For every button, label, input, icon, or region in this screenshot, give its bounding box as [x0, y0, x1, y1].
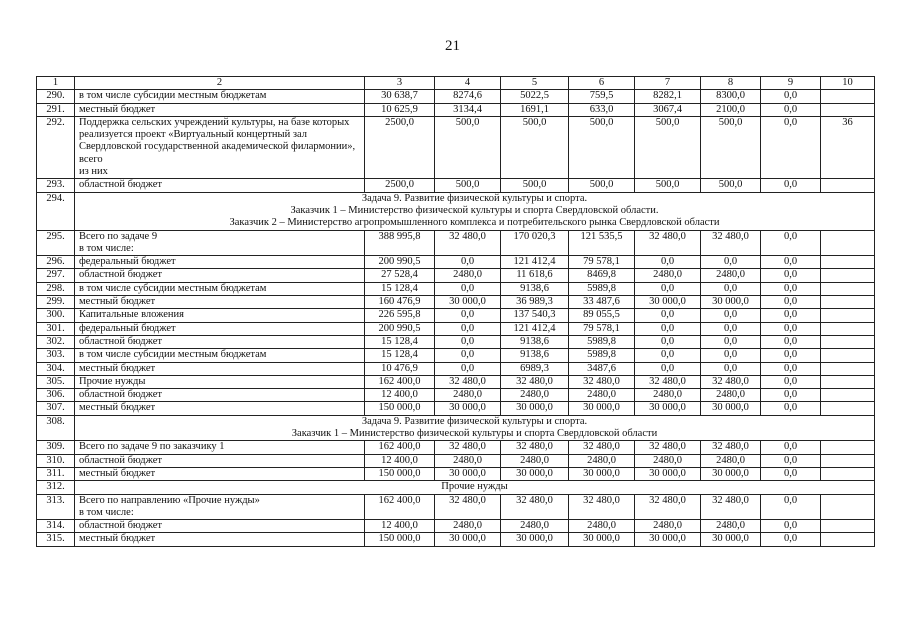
value-cell: 32 480,0	[701, 441, 761, 454]
value-cell: 0,0	[761, 179, 821, 192]
value-cell: 121 412,4	[501, 322, 569, 335]
value-cell: 0,0	[761, 90, 821, 103]
value-cell: 0,0	[761, 533, 821, 546]
row-number-cell: 295.	[37, 230, 75, 256]
table-row	[37, 389, 875, 402]
row-number-cell: 308.	[37, 415, 75, 441]
value-cell: 2480,0	[701, 389, 761, 402]
row-number-cell: 290.	[37, 90, 75, 103]
value-cell: 32 480,0	[569, 494, 635, 520]
value-cell: 2480,0	[435, 389, 501, 402]
value-cell: 0,0	[635, 282, 701, 295]
value-cell: 2480,0	[501, 454, 569, 467]
section-heading-row	[37, 192, 875, 230]
row-number-cell: 305.	[37, 375, 75, 388]
value-cell: 32 480,0	[569, 375, 635, 388]
value-cell: 0,0	[761, 494, 821, 520]
value-cell: 0,0	[761, 282, 821, 295]
column-number-row	[37, 77, 875, 90]
value-cell: 0,0	[761, 375, 821, 388]
value-cell	[821, 296, 875, 309]
section-heading-line: Задача 9. Развитие физической культуры и спорта.	[361, 415, 588, 427]
description-cell: федеральный бюджет	[75, 322, 365, 335]
value-cell: 0,0	[761, 256, 821, 269]
value-cell: 0,0	[635, 349, 701, 362]
value-cell: 5022,5	[501, 90, 569, 103]
value-cell	[821, 467, 875, 480]
value-cell: 30 000,0	[701, 296, 761, 309]
value-cell	[821, 362, 875, 375]
value-cell: 9138,6	[501, 282, 569, 295]
value-cell: 30 000,0	[435, 467, 501, 480]
value-cell: 2480,0	[701, 520, 761, 533]
section-heading-cell	[75, 415, 875, 441]
value-cell: 5989,8	[569, 282, 635, 295]
row-number-cell: 291.	[37, 103, 75, 116]
value-cell: 8300,0	[701, 90, 761, 103]
description-cell: Капитальные вложения	[75, 309, 365, 322]
section-heading-line: Прочие нужды	[441, 481, 508, 493]
value-cell: 36 989,3	[501, 296, 569, 309]
value-cell: 2480,0	[635, 454, 701, 467]
row-number-cell: 309.	[37, 441, 75, 454]
value-cell: 30 000,0	[635, 467, 701, 480]
value-cell: 500,0	[701, 116, 761, 178]
value-cell: 0,0	[701, 256, 761, 269]
description-line: в том числе:	[79, 506, 134, 518]
value-cell: 30 638,7	[365, 90, 435, 103]
value-cell: 2480,0	[435, 269, 501, 282]
section-heading-row	[37, 415, 875, 441]
value-cell: 30 000,0	[701, 467, 761, 480]
column-number-cell: 4	[435, 77, 501, 90]
row-number-cell: 315.	[37, 533, 75, 546]
row-number-cell: 297.	[37, 269, 75, 282]
table-row	[37, 116, 875, 178]
description-cell: Всего по задаче 9 по заказчику 1	[75, 441, 365, 454]
value-cell: 32 480,0	[435, 375, 501, 388]
budget-table	[36, 76, 875, 547]
table-row	[37, 256, 875, 269]
value-cell	[821, 269, 875, 282]
value-cell: 15 128,4	[365, 335, 435, 348]
row-number-cell: 294.	[37, 192, 75, 230]
value-cell: 0,0	[435, 362, 501, 375]
description-cell: областной бюджет	[75, 269, 365, 282]
value-cell: 388 995,8	[365, 230, 435, 256]
value-cell: 0,0	[701, 349, 761, 362]
value-cell: 30 000,0	[435, 533, 501, 546]
value-cell: 2500,0	[365, 179, 435, 192]
value-cell: 30 000,0	[635, 296, 701, 309]
value-cell: 500,0	[569, 116, 635, 178]
page-number: 21	[445, 38, 460, 54]
column-number-cell: 2	[75, 77, 365, 90]
description-cell: в том числе субсидии местным бюджетам	[75, 90, 365, 103]
value-cell: 32 480,0	[435, 441, 501, 454]
value-cell	[821, 389, 875, 402]
value-cell: 137 540,3	[501, 309, 569, 322]
column-number-cell: 9	[761, 77, 821, 90]
value-cell: 2480,0	[701, 269, 761, 282]
row-number-cell: 292.	[37, 116, 75, 178]
section-heading-row	[37, 481, 875, 494]
description-cell: областной бюджет	[75, 179, 365, 192]
value-cell: 0,0	[435, 282, 501, 295]
description-line: из них	[79, 166, 108, 178]
table-row	[37, 402, 875, 415]
value-cell: 2100,0	[701, 103, 761, 116]
description-cell	[75, 494, 365, 520]
value-cell: 2480,0	[569, 520, 635, 533]
value-cell	[821, 454, 875, 467]
value-cell: 0,0	[761, 103, 821, 116]
value-cell: 32 480,0	[701, 230, 761, 256]
value-cell: 3134,4	[435, 103, 501, 116]
value-cell: 0,0	[761, 454, 821, 467]
description-cell: областной бюджет	[75, 335, 365, 348]
value-cell: 200 990,5	[365, 256, 435, 269]
description-cell: областной бюджет	[75, 389, 365, 402]
value-cell: 79 578,1	[569, 322, 635, 335]
value-cell: 150 000,0	[365, 533, 435, 546]
description-cell: Прочие нужды	[75, 375, 365, 388]
value-cell: 0,0	[761, 349, 821, 362]
table-row	[37, 282, 875, 295]
table-row	[37, 309, 875, 322]
description-line: Всего по задаче 9	[79, 230, 158, 242]
value-cell: 2480,0	[569, 389, 635, 402]
description-cell: местный бюджет	[75, 296, 365, 309]
description-cell	[75, 116, 365, 178]
value-cell: 500,0	[501, 179, 569, 192]
value-cell: 0,0	[635, 362, 701, 375]
value-cell: 32 480,0	[701, 494, 761, 520]
description-cell: в том числе субсидии местным бюджетам	[75, 349, 365, 362]
value-cell	[821, 179, 875, 192]
table-row	[37, 362, 875, 375]
row-number-cell: 313.	[37, 494, 75, 520]
value-cell: 0,0	[761, 389, 821, 402]
table-row	[37, 467, 875, 480]
value-cell: 32 480,0	[635, 441, 701, 454]
row-number-cell: 303.	[37, 349, 75, 362]
value-cell: 200 990,5	[365, 322, 435, 335]
value-cell: 30 000,0	[569, 402, 635, 415]
description-cell: областной бюджет	[75, 520, 365, 533]
table-row	[37, 269, 875, 282]
value-cell: 500,0	[435, 179, 501, 192]
value-cell	[821, 533, 875, 546]
value-cell	[821, 375, 875, 388]
row-number-cell: 298.	[37, 282, 75, 295]
value-cell: 0,0	[761, 269, 821, 282]
value-cell: 15 128,4	[365, 349, 435, 362]
value-cell: 10 476,9	[365, 362, 435, 375]
value-cell: 2500,0	[365, 116, 435, 178]
value-cell: 89 055,5	[569, 309, 635, 322]
row-number-cell: 301.	[37, 322, 75, 335]
section-heading-cell	[75, 481, 875, 494]
description-cell: местный бюджет	[75, 402, 365, 415]
value-cell	[821, 103, 875, 116]
value-cell: 0,0	[635, 335, 701, 348]
row-number-cell: 310.	[37, 454, 75, 467]
table-row	[37, 520, 875, 533]
description-line: в том числе:	[79, 242, 134, 254]
table-row	[37, 533, 875, 546]
row-number-cell: 307.	[37, 402, 75, 415]
value-cell: 162 400,0	[365, 494, 435, 520]
description-cell	[75, 230, 365, 256]
value-cell: 9138,6	[501, 349, 569, 362]
column-number-cell: 1	[37, 77, 75, 90]
value-cell: 11 618,6	[501, 269, 569, 282]
value-cell: 32 480,0	[569, 441, 635, 454]
row-number-cell: 304.	[37, 362, 75, 375]
value-cell: 12 400,0	[365, 389, 435, 402]
value-cell: 0,0	[761, 116, 821, 178]
value-cell: 0,0	[761, 402, 821, 415]
value-cell: 33 487,6	[569, 296, 635, 309]
table-row	[37, 103, 875, 116]
row-number-cell: 299.	[37, 296, 75, 309]
table-row	[37, 335, 875, 348]
row-number-cell: 306.	[37, 389, 75, 402]
value-cell: 500,0	[501, 116, 569, 178]
value-cell: 5989,8	[569, 349, 635, 362]
value-cell: 30 000,0	[501, 467, 569, 480]
value-cell: 0,0	[435, 349, 501, 362]
description-cell: местный бюджет	[75, 362, 365, 375]
section-heading-line: Заказчик 2 – Министерство агропромышленного комплекса и потребительского рынка Свердловской области	[229, 217, 720, 229]
section-heading-line: Задача 9. Развитие физической культуры и спорта.	[361, 192, 588, 204]
value-cell: 0,0	[761, 362, 821, 375]
value-cell	[821, 309, 875, 322]
value-cell: 121 412,4	[501, 256, 569, 269]
value-cell: 36	[821, 116, 875, 178]
value-cell: 162 400,0	[365, 441, 435, 454]
value-cell: 500,0	[435, 116, 501, 178]
value-cell	[821, 494, 875, 520]
value-cell: 500,0	[635, 116, 701, 178]
value-cell: 2480,0	[435, 454, 501, 467]
value-cell: 226 595,8	[365, 309, 435, 322]
value-cell: 8274,6	[435, 90, 501, 103]
value-cell: 2480,0	[635, 269, 701, 282]
row-number-cell: 300.	[37, 309, 75, 322]
table-row	[37, 349, 875, 362]
table-row	[37, 494, 875, 520]
value-cell: 32 480,0	[501, 441, 569, 454]
value-cell: 0,0	[701, 322, 761, 335]
description-line: Поддержка сельских учреждений культуры, на базе которых реализуется проект «Виртуальный концертный зал Свердловской государственной академической филармонии», всего	[79, 116, 356, 165]
row-number-cell: 312.	[37, 481, 75, 494]
value-cell: 1691,1	[501, 103, 569, 116]
value-cell	[821, 90, 875, 103]
value-cell	[821, 349, 875, 362]
value-cell: 8282,1	[635, 90, 701, 103]
value-cell: 0,0	[435, 256, 501, 269]
value-cell: 32 480,0	[635, 494, 701, 520]
value-cell: 30 000,0	[635, 533, 701, 546]
value-cell: 0,0	[701, 362, 761, 375]
value-cell: 30 000,0	[569, 467, 635, 480]
value-cell: 0,0	[761, 296, 821, 309]
row-number-cell: 302.	[37, 335, 75, 348]
value-cell: 500,0	[569, 179, 635, 192]
value-cell: 0,0	[701, 335, 761, 348]
value-cell: 30 000,0	[501, 533, 569, 546]
value-cell: 2480,0	[435, 520, 501, 533]
value-cell: 160 476,9	[365, 296, 435, 309]
column-number-cell: 3	[365, 77, 435, 90]
value-cell: 12 400,0	[365, 520, 435, 533]
column-number-cell: 10	[821, 77, 875, 90]
column-number-cell: 6	[569, 77, 635, 90]
value-cell: 0,0	[701, 309, 761, 322]
section-heading-line: Заказчик 1 – Министерство физической культуры и спорта Свердловской области.	[290, 204, 659, 216]
value-cell	[821, 322, 875, 335]
value-cell: 79 578,1	[569, 256, 635, 269]
value-cell: 32 480,0	[435, 230, 501, 256]
row-number-cell: 293.	[37, 179, 75, 192]
value-cell: 0,0	[761, 520, 821, 533]
value-cell: 121 535,5	[569, 230, 635, 256]
value-cell: 3067,4	[635, 103, 701, 116]
value-cell: 0,0	[435, 335, 501, 348]
value-cell	[821, 441, 875, 454]
value-cell: 0,0	[761, 441, 821, 454]
table-row	[37, 179, 875, 192]
column-number-cell: 7	[635, 77, 701, 90]
value-cell	[821, 256, 875, 269]
description-cell: в том числе субсидии местным бюджетам	[75, 282, 365, 295]
value-cell: 32 480,0	[435, 494, 501, 520]
value-cell: 2480,0	[635, 389, 701, 402]
table-row	[37, 375, 875, 388]
value-cell: 0,0	[761, 230, 821, 256]
value-cell: 2480,0	[701, 454, 761, 467]
value-cell: 8469,8	[569, 269, 635, 282]
value-cell: 2480,0	[501, 520, 569, 533]
section-heading-cell	[75, 192, 875, 230]
value-cell: 0,0	[761, 467, 821, 480]
value-cell: 32 480,0	[701, 375, 761, 388]
row-number-cell: 311.	[37, 467, 75, 480]
value-cell: 32 480,0	[501, 375, 569, 388]
value-cell: 0,0	[761, 335, 821, 348]
value-cell: 0,0	[761, 322, 821, 335]
description-cell: местный бюджет	[75, 467, 365, 480]
value-cell: 0,0	[701, 282, 761, 295]
value-cell: 9138,6	[501, 335, 569, 348]
value-cell: 633,0	[569, 103, 635, 116]
value-cell: 5989,8	[569, 335, 635, 348]
row-number-cell: 296.	[37, 256, 75, 269]
row-number-cell: 314.	[37, 520, 75, 533]
value-cell: 0,0	[435, 309, 501, 322]
value-cell	[821, 282, 875, 295]
description-cell: областной бюджет	[75, 454, 365, 467]
value-cell: 12 400,0	[365, 454, 435, 467]
value-cell: 30 000,0	[701, 402, 761, 415]
value-cell: 10 625,9	[365, 103, 435, 116]
description-cell: местный бюджет	[75, 533, 365, 546]
description-line: Всего по направлению «Прочие нужды»	[79, 494, 260, 506]
value-cell: 759,5	[569, 90, 635, 103]
value-cell	[821, 520, 875, 533]
value-cell	[821, 335, 875, 348]
table-row	[37, 441, 875, 454]
value-cell	[821, 230, 875, 256]
value-cell: 0,0	[635, 309, 701, 322]
value-cell: 0,0	[635, 256, 701, 269]
value-cell: 150 000,0	[365, 402, 435, 415]
value-cell: 500,0	[701, 179, 761, 192]
value-cell: 30 000,0	[701, 533, 761, 546]
table-row	[37, 90, 875, 103]
value-cell: 170 020,3	[501, 230, 569, 256]
value-cell: 30 000,0	[569, 533, 635, 546]
table-row	[37, 322, 875, 335]
value-cell: 3487,6	[569, 362, 635, 375]
value-cell: 27 528,4	[365, 269, 435, 282]
value-cell	[821, 402, 875, 415]
table-row	[37, 230, 875, 256]
section-heading-line: Заказчик 1 – Министерство физической культуры и спорта Свердловской области	[291, 428, 658, 440]
value-cell: 6989,3	[501, 362, 569, 375]
value-cell: 32 480,0	[635, 375, 701, 388]
value-cell: 162 400,0	[365, 375, 435, 388]
value-cell: 0,0	[761, 309, 821, 322]
value-cell: 500,0	[635, 179, 701, 192]
value-cell: 30 000,0	[435, 402, 501, 415]
column-number-cell: 8	[701, 77, 761, 90]
value-cell: 150 000,0	[365, 467, 435, 480]
value-cell: 30 000,0	[635, 402, 701, 415]
value-cell: 32 480,0	[501, 494, 569, 520]
value-cell: 0,0	[435, 322, 501, 335]
value-cell: 15 128,4	[365, 282, 435, 295]
value-cell: 2480,0	[501, 389, 569, 402]
value-cell: 30 000,0	[501, 402, 569, 415]
value-cell: 2480,0	[569, 454, 635, 467]
value-cell: 2480,0	[635, 520, 701, 533]
description-cell: местный бюджет	[75, 103, 365, 116]
description-cell: федеральный бюджет	[75, 256, 365, 269]
column-number-cell: 5	[501, 77, 569, 90]
value-cell: 0,0	[635, 322, 701, 335]
table-row	[37, 296, 875, 309]
table-row	[37, 454, 875, 467]
value-cell: 32 480,0	[635, 230, 701, 256]
value-cell: 30 000,0	[435, 296, 501, 309]
